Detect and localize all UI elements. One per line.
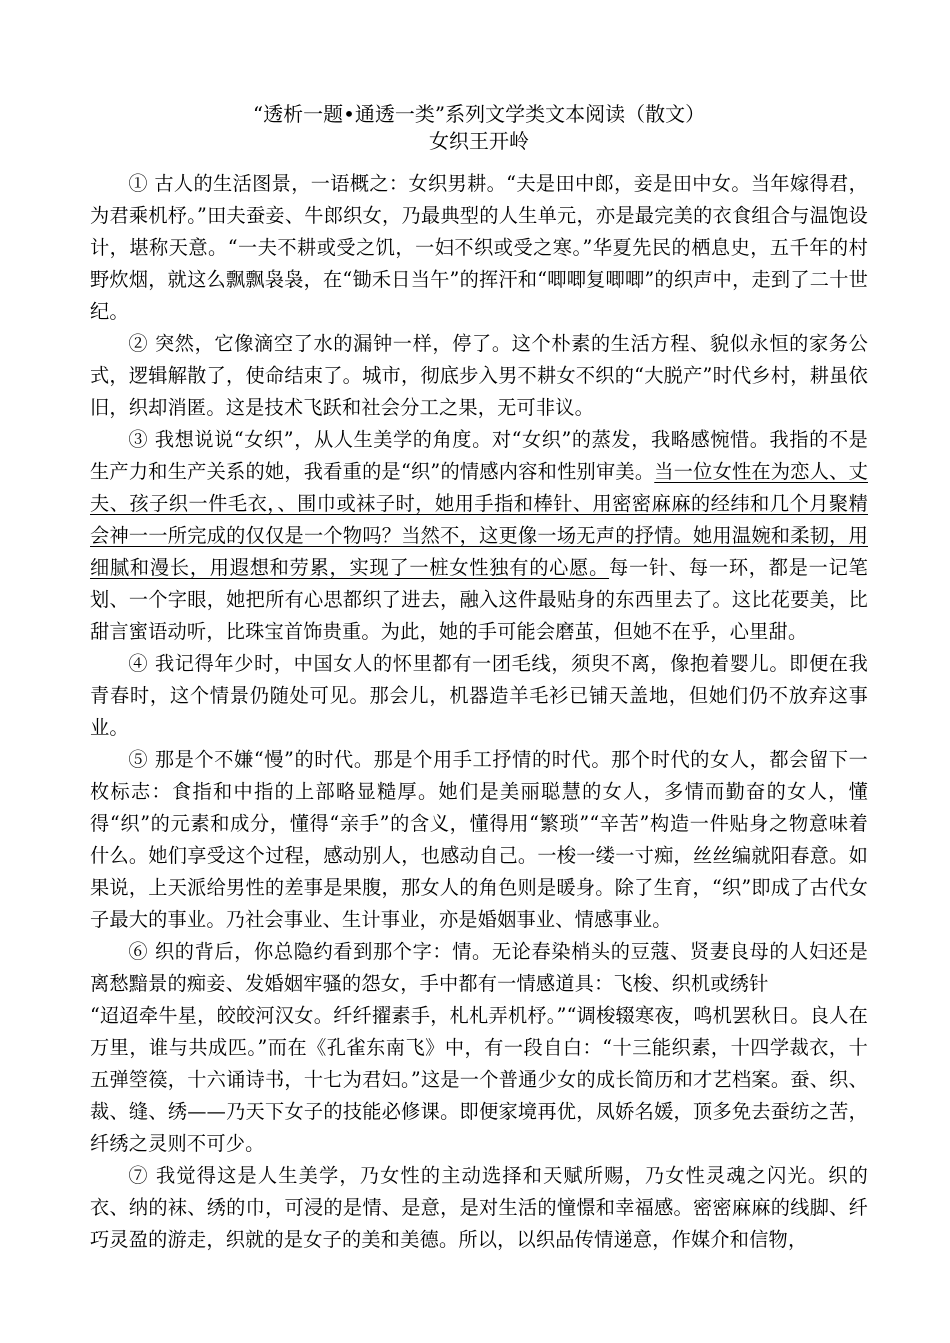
paragraph-6-quotes: “迢迢牵牛星，皎皎河汉女。纤纤擢素手，札札弄机杼。”“调梭辍寒夜，鸣机罢秋日。良人在万里，谁与共成匹。”而在《孔雀东南飞》中，有一段自白：“十三能织素，十四学裁衣，十五弹箜篌，十六诵诗书，十七为君妇。”这是一个普通少女的成长简历和才艺档案。蚕、织、裁、缝、绣——乃天下女子的技能必修课。即便家境再优，凤娇名媛，顶多免去蚕纺之苦，纤绣之灵则不可少。 bbox=[90, 1004, 868, 1155]
paragraph-3-end: 每一针、每一环，都是一记笔划、一个字眼，她把所有心思都织了进去，融入这件最贴身的东西里去了。这比花要美，比甜言蜜语动听，比珠宝首饰贵重。为此，她的手可能会磨茧，但她不在乎，心里甜。 bbox=[90, 556, 868, 643]
paragraph-1: ① 古人的生活图景，一语概之：女织男耕。“夫是田中郎，妾是田中女。当年嫁得君，为君乘机杼。”田夫蚕妾、牛郎织女，乃最典型的人生单元，亦是最完美的衣食组合与温饱设计，堪称天意。“一夫不耕或受之饥，一妇不织或受之寒。”华夏先民的栖息史，五千年的村野炊烟，就这么飘飘袅袅，在“锄禾日当午”的挥汗和“唧唧复唧唧”的织声中，走到了二十世纪。 bbox=[90, 172, 868, 323]
document-title: “透析一题•通透一类”系列文学类文本阅读（散文） bbox=[252, 102, 706, 126]
paragraph-3-start: ③ 我想说说“女织”，从人生美学的角度。对“女织”的蒸发，我略感惋惜。我指的不是生产力和生产关系的她，我看重的是“织”的情感内容和性别审美。 bbox=[90, 428, 868, 483]
paragraph-7: ⑦ 我觉得这是人生美学，乃女性的主动选择和天赋所赐，乃女性灵魂之闪光。织的衣、纳的袜、绣的巾，可浸的是情、是意，是对生活的憧憬和幸福感。密密麻麻的线脚、纤巧灵盈的游走，织就的是女子的美和美德。所以，以织品传情递意，作媒介和信物， bbox=[90, 1164, 868, 1251]
underlined-passage: 当一位女性在为恋人、丈夫、孩子织一件毛衣，、围巾或袜子时，她用手指和棒针、用密密麻麻的经纬和几个月聚精会神一一所完成的仅仅是一个物吗？当然不，这更像一场无声的抒情。她用温婉和柔韧，用细腻和漫长，用遐想和劳累，实现了一桩女性独有的心愿。 bbox=[90, 460, 868, 579]
paragraph-4: ④ 我记得年少时，中国女人的怀里都有一团毛线，须臾不离，像抱着婴儿。即便在我青春时，这个情景仍随处可见。那会儿，机器造羊毛衫已铺天盖地，但她们仍不放弃这事业。 bbox=[90, 652, 868, 739]
paragraph-2: ② 突然，它像滴空了水的漏钟一样，停了。这个朴素的生活方程、貌似永恒的家务公式，逻辑解散了，使命结束了。城市，彻底步入男不耕女不织的“大脱产”时代乡村，耕虽依旧，织却消匿。这是技术飞跃和社会分工之果，无可非议。 bbox=[90, 332, 868, 419]
paragraph-6: ⑥ 织的背后，你总隐约看到那个字：情。无论春染梢头的豆蔻、贤妻良母的人妇还是离愁黯景的痴妾、发婚姻牢骚的怨女，手中都有一情感道具：飞梭、织机或绣针 bbox=[90, 940, 868, 995]
paragraph-3 bbox=[90, 424, 868, 648]
paragraph-5: ⑤ 那是个不嫌“慢”的时代。那是个用手工抒情的时代。那个时代的女人，都会留下一枚标志：食指和中指的上部略显糙厚。她们是美丽聪慧的女人，多情而勤奋的女人，懂得“织”的元素和成分，懂得“亲手”的含义，懂得用“繁琐”“辛苦”构造一件贴身之物意味着什么。她们享受这个过程，感动别人，也感动自己。一梭一缕一寸痴，丝丝编就阳春意。如果说，上天派给男性的差事是果腹，那女人的角色则是暖身。除了生育，“织”即成了古代女子最大的事业。乃社会事业、生计事业，亦是婚姻事业、情感事业。 bbox=[90, 748, 868, 931]
document-author: 女织王开岭 bbox=[429, 129, 529, 153]
